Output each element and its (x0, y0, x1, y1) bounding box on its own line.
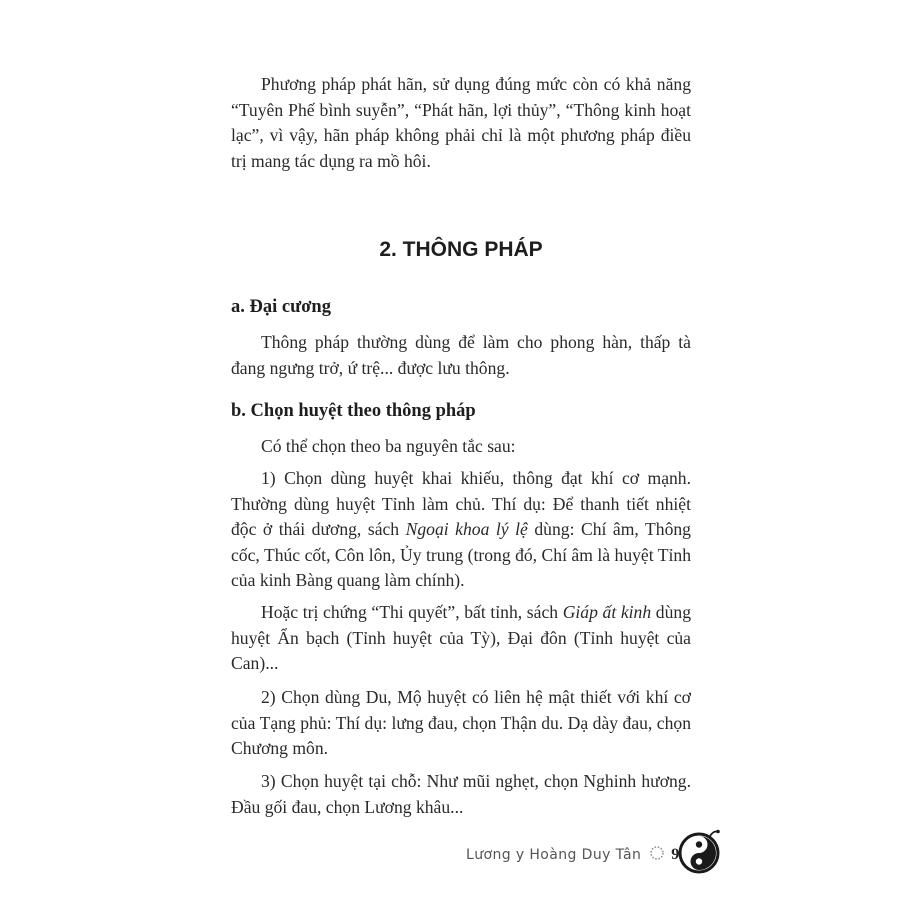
text-line: huyệt Ẩn bạch (Tỉnh huyệt của Tỳ), Đại đôn (Tỉnh huyệt của (231, 627, 691, 648)
rule-3-paragraph (231, 769, 691, 820)
text-line: Chương môn. (231, 738, 329, 759)
subheading-general: a. Đại cương (231, 297, 331, 317)
dotted-circle-icon (649, 845, 665, 865)
text-line: đang ngưng trở, ứ trệ... được lưu thông. (231, 357, 510, 378)
rule-2-paragraph (231, 685, 691, 762)
section-heading: 2. THÔNG PHÁP (379, 238, 543, 261)
yin-yang-logo-icon (674, 826, 724, 876)
intro-paragraph (231, 72, 691, 174)
text-line: Đầu gối đau, chọn Lương khâu... (231, 796, 464, 817)
text-line: 3) Chọn huyệt tại chỗ: Như mũi nghẹt, chọn Nghinh hương. (261, 771, 691, 791)
text-segment: dùng (651, 602, 691, 622)
text-line: Thông pháp thường dùng để làm cho phong hàn, thấp tà (261, 332, 691, 352)
text-line: Có thể chọn theo ba nguyên tắc sau: (261, 436, 516, 456)
rule-1-example-paragraph (231, 600, 691, 677)
text-line: 2) Chọn dùng Du, Mộ huyệt có liên hệ mật thiết với khí cơ (261, 687, 691, 707)
general-paragraph (231, 330, 691, 381)
choose-intro-paragraph (231, 434, 691, 460)
text-segment: độc ở thái dương, sách (231, 519, 406, 540)
text-line: Phương pháp phát hãn, sử dụng đúng mức còn có khả năng (261, 74, 691, 94)
text-line (231, 517, 691, 543)
page-number: 9 (671, 846, 680, 863)
book-title: Ngoại khoa lý lệ (405, 519, 528, 540)
subheading-choose-points: b. Chọn huyệt theo thông pháp (231, 401, 476, 421)
text-line: của kinh Bàng quang làm chính). (231, 570, 465, 591)
text-segment: dùng: Chí âm, Thông (527, 519, 691, 540)
text-line: cốc, Thúc cốt, Côn lôn, Ủy trung (trong đó, Chí âm là huyệt Tỉnh (231, 544, 691, 565)
rule-1-paragraph (231, 466, 691, 594)
text-line: Can)... (231, 653, 279, 674)
text-line: lạc”, vì vậy, hãn pháp không phải chỉ là một phương pháp điều (231, 125, 691, 146)
author-name: Lương y Hoàng Duy Tân (466, 847, 642, 863)
text-line: trị mang tác dụng ra mồ hôi. (231, 150, 431, 171)
text-segment: Hoặc trị chứng “Thi quyết”, bất tỉnh, sách (261, 602, 563, 622)
text-line: của Tạng phủ: Thí dụ: lưng đau, chọn Thận du. Dạ dày đau, chọn (231, 712, 691, 733)
page-footer (466, 843, 680, 867)
text-line (231, 600, 691, 626)
text-line: 1) Chọn dùng huyệt khai khiếu, thông đạt khí cơ mạnh. (261, 468, 691, 488)
text-line: “Tuyên Phế bình suyễn”, “Phát hãn, lợi thủy”, “Thông kinh hoạt (231, 99, 691, 120)
book-title: Giáp ất kinh (562, 602, 652, 622)
text-line: Thường dùng huyệt Tỉnh làm chủ. Thí dụ: Để thanh tiết nhiệt (231, 493, 691, 514)
